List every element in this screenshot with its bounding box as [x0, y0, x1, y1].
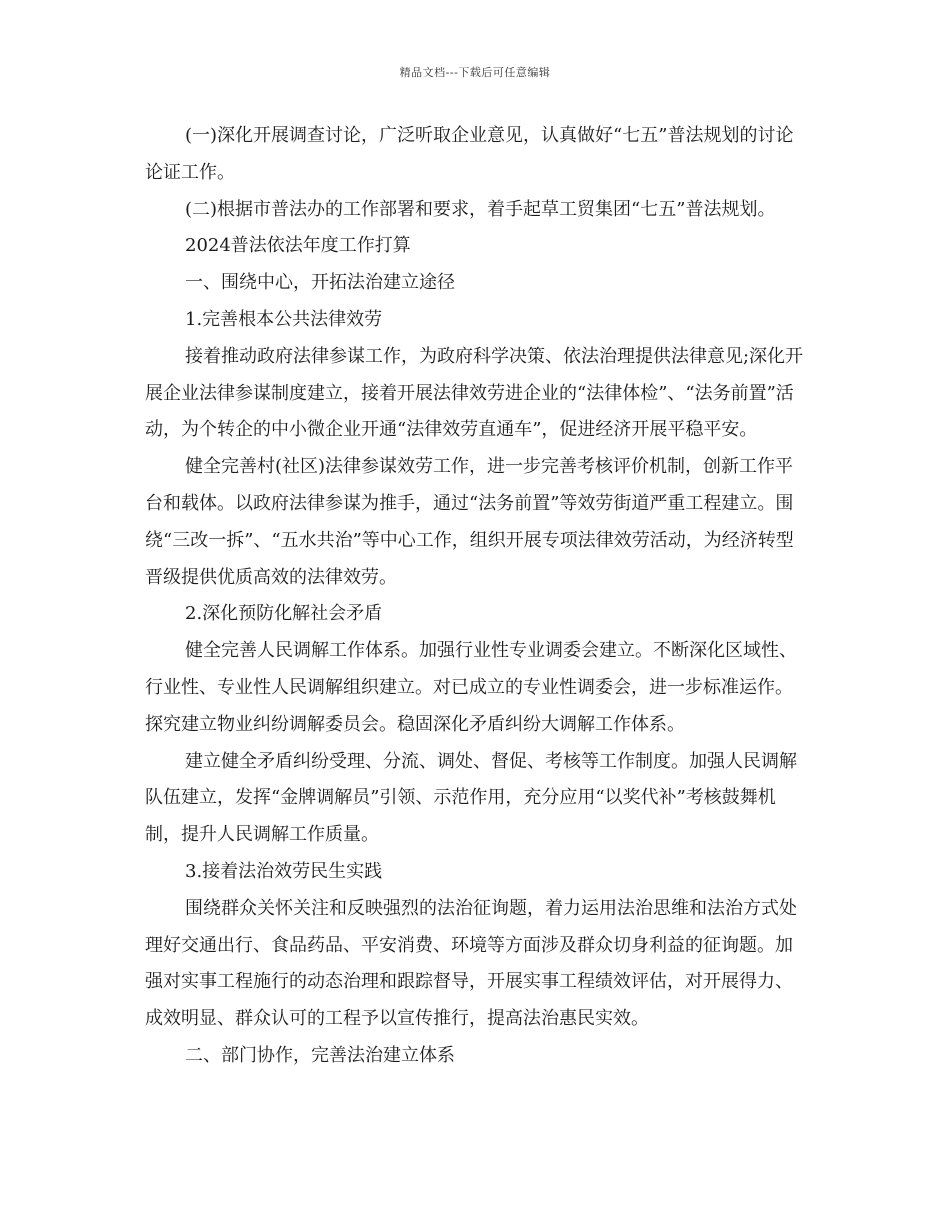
paragraph: (一)深化开展调查讨论，广泛听取企业意见，认真做好“七五”普法规划的讨论论证工作。 [145, 125, 794, 183]
subsection-heading: 3.接着法治效劳民生实践 [185, 860, 383, 882]
paragraph: 接着推动政府法律参谋工作，为政府科学决策、依法治理提供法律意见;深化开展企业法律参谋制度建立，接着开展法律效劳进企业的“法律体检”、“法务前置”活动，为个转企的中小微企业开通“法律效劳直通车”，促进经济开展平稳平安。 [145, 345, 804, 441]
paragraph: 建立健全矛盾纠纷受理、分流、调处、督促、考核等工作制度。加强人民调解队伍建立，发挥“金牌调解员”引领、示范作用，充分应用“以奖代补”考核鼓舞机制，提升人民调解工作质量。 [145, 750, 797, 846]
subsection-heading: 1.完善根本公共法律效劳 [185, 308, 383, 330]
subsection-heading: 2.深化预防化解社会矛盾 [185, 603, 383, 625]
paragraph: 健全完善村(社区)法律参谋效劳工作，进一步完善考核评价机制，创新工作平台和载体。以政府法律参谋为推手，通过“法务前置”等效劳街道严重工程建立。围绕“三改一拆”、“五水共治”等中心工作，组织开展专项法律效劳活动，为经济转型晋级提供优质高效的法律效劳。 [145, 456, 794, 588]
document-body [145, 118, 810, 1075]
section-heading: 2024普法依法年度工作打算 [185, 235, 411, 257]
paragraph: 健全完善人民调解工作体系。加强行业性专业调委会建立。不断深化区域性、行业性、专业性人民调解组织建立。对已成立的专业性调委会，进一步标准运作。探究建立物业纠纷调解委员会。稳固深化矛盾纠纷大调解工作体系。 [145, 640, 797, 735]
section-heading: 一、围绕中心，开拓法治建立途径 [185, 272, 455, 294]
page-header: 精品文档---下载后可任意编辑 [399, 66, 551, 79]
paragraph: 围绕群众关怀关注和反映强烈的法治征询题，着力运用法治思维和法治方式处理好交通出行、食品药品、平安消费、环境等方面涉及群众切身利益的征询题。加强对实事工程施行的动态治理和跟踪督导，开展实事工程绩效评估，对开展得力、成效明显、群众认可的工程予以宣传推行，提高法治惠民实效。 [145, 897, 797, 1030]
paragraph: (二)根据市普法办的工作部署和要求，着手起草工贸集团“七五”普法规划。 [185, 198, 776, 220]
section-heading: 二、部门协作，完善法治建立体系 [185, 1044, 455, 1066]
